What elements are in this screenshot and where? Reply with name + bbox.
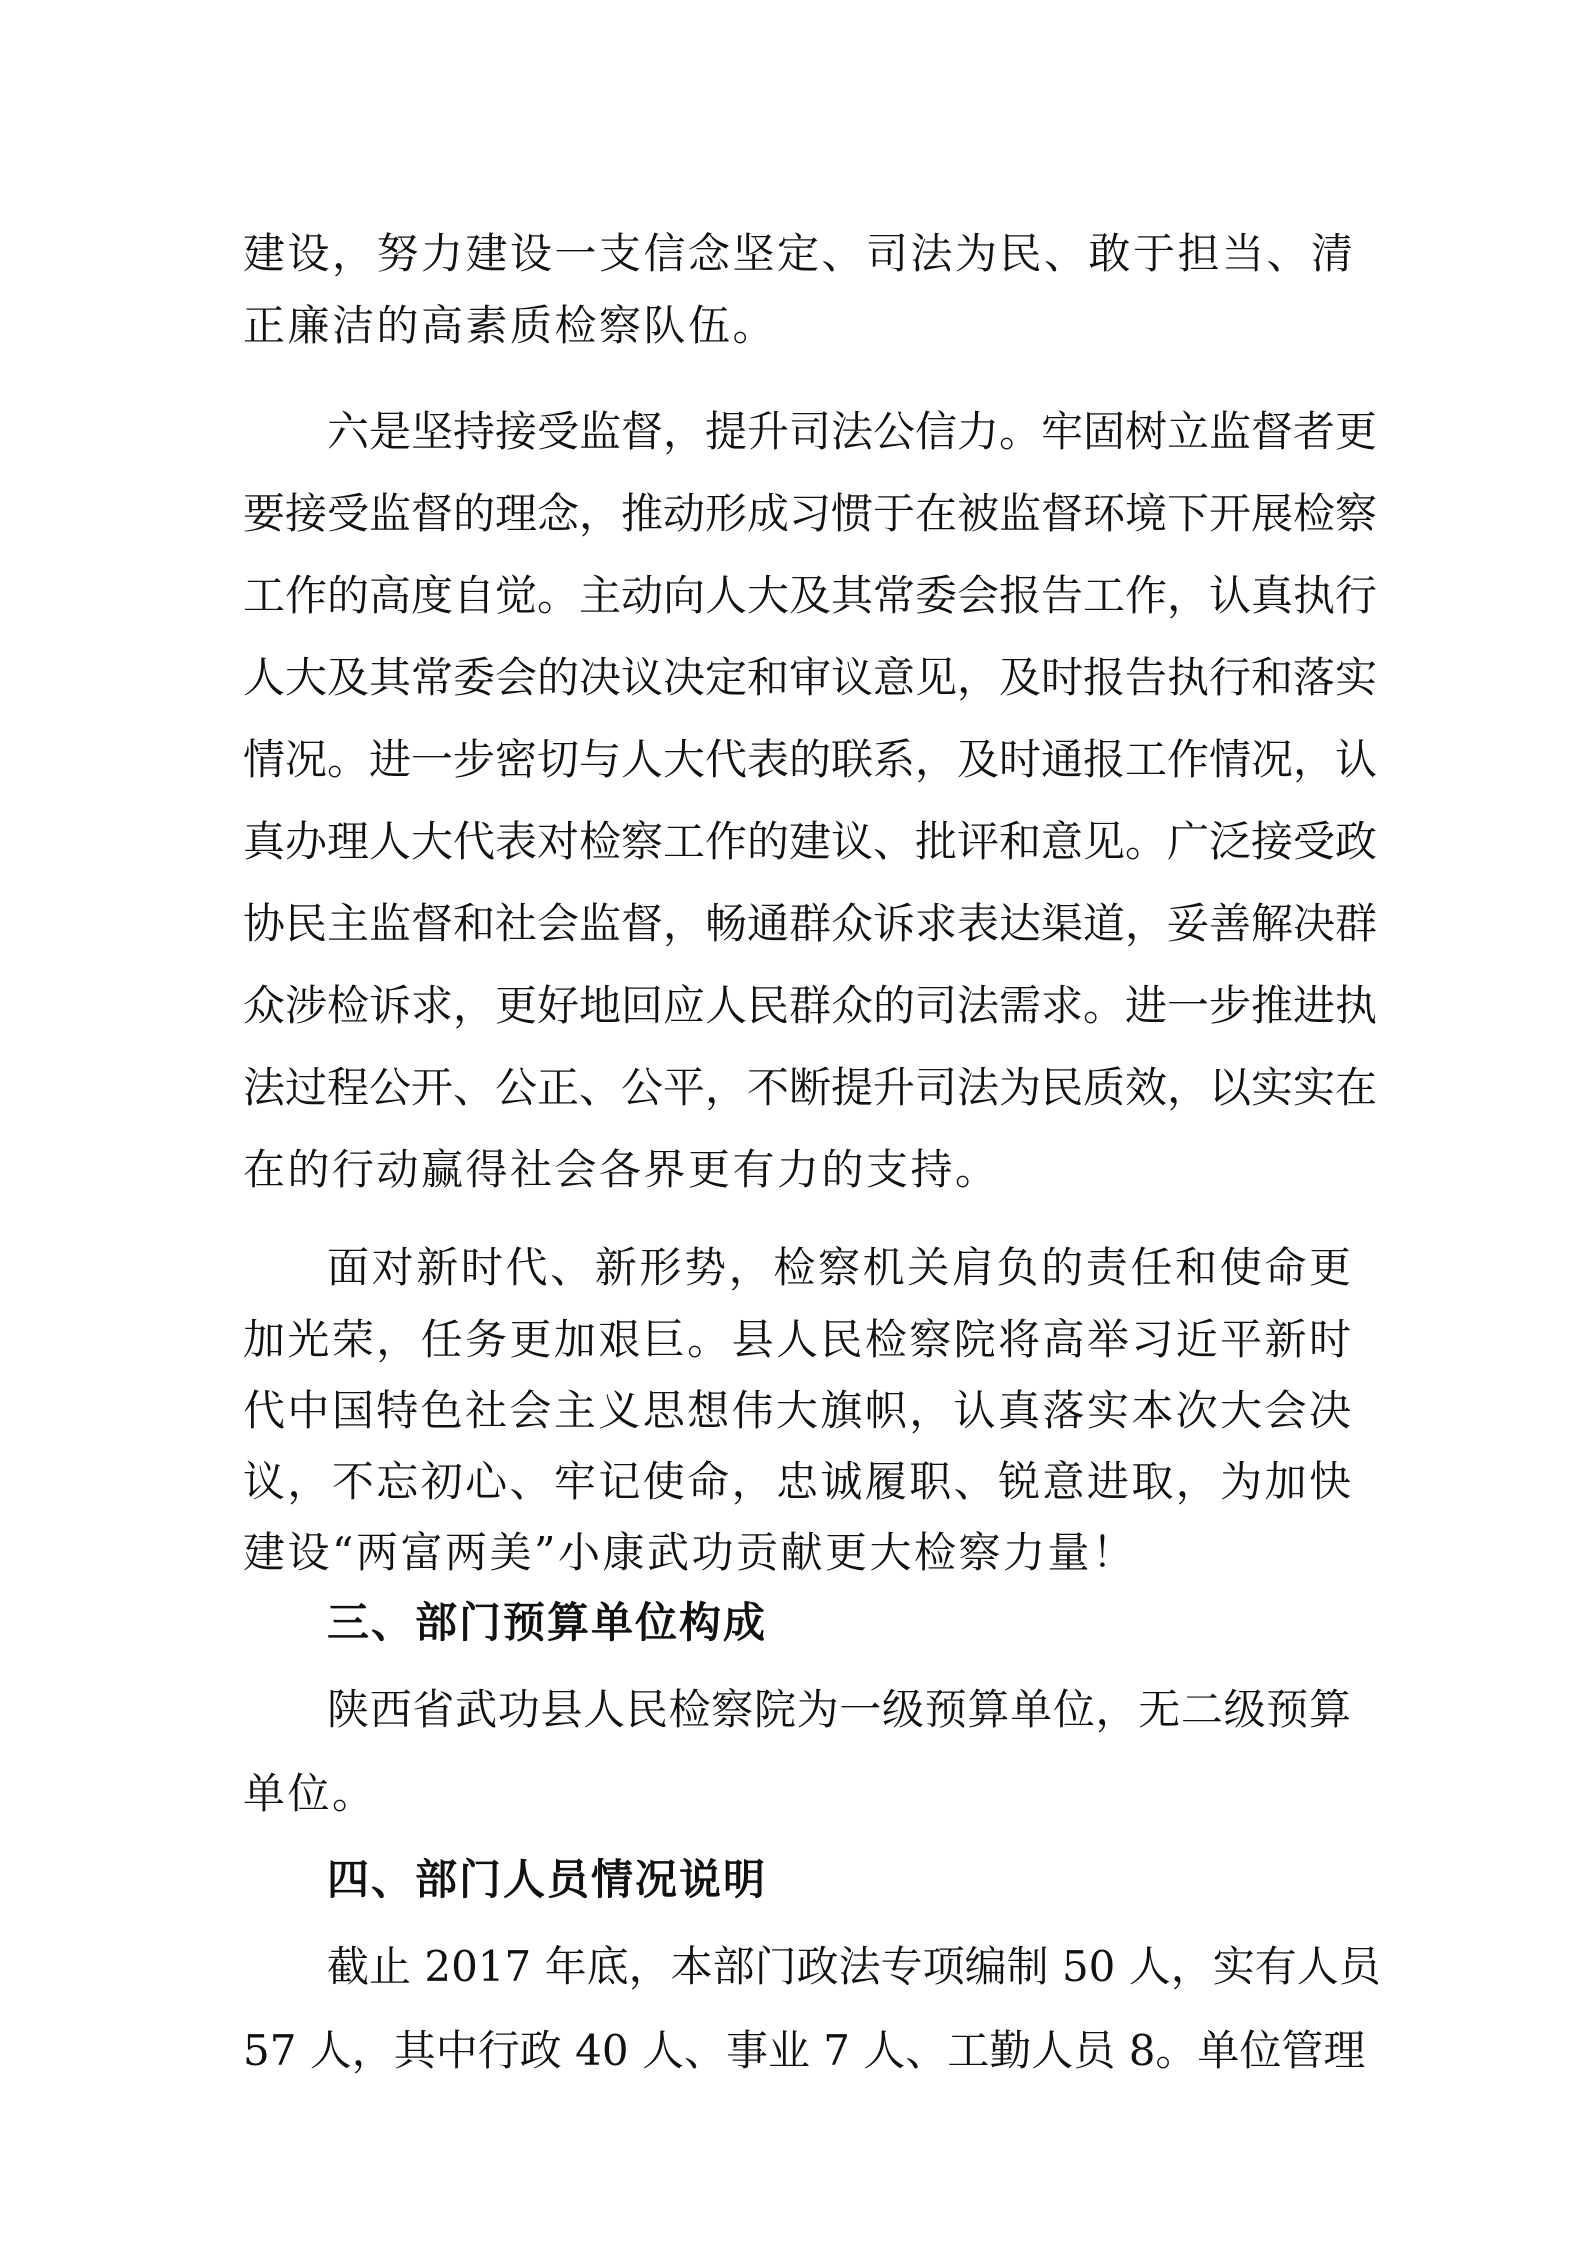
text-line: 工作的高度自觉。主动向人大及其常委会报告工作，认真执行 bbox=[243, 571, 1378, 620]
text-line: 议，不忘初心、牢记使命，忠诚履职、锐意进取，为加快 bbox=[243, 1457, 1351, 1506]
text-line: 情况。进一步密切与人大代表的联系，及时通报工作情况，认 bbox=[243, 735, 1378, 784]
paragraph-first-line: 面对新时代、新形势，检察机关肩负的责任和使命更 bbox=[327, 1243, 1351, 1292]
text-line: 人大及其常委会的决议决定和审议意见，及时报告执行和落实 bbox=[243, 653, 1378, 702]
paragraph-first-line: 六是坚持接受监督，提升司法公信力。牢固树立监督者更 bbox=[327, 407, 1378, 456]
text-line: 众涉检诉求，更好地回应人民群众的司法需求。进一步推进执 bbox=[243, 981, 1378, 1030]
text-line: 单位。 bbox=[243, 1769, 377, 1818]
text-line: 法过程公开、公正、公平，不断提升司法为民质效，以实实在 bbox=[243, 1063, 1378, 1112]
text-line: 代中国特色社会主义思想伟大旗帜，认真落实本次大会决 bbox=[243, 1386, 1351, 1435]
text-line: 加光荣，任务更加艰巨。县人民检察院将高举习近平新时 bbox=[243, 1315, 1351, 1364]
text-line: 正廉洁的高素质检察队伍。 bbox=[243, 301, 778, 350]
text-line: 协民主监督和社会监督，畅通群众诉求表达渠道，妥善解决群 bbox=[243, 899, 1378, 948]
text-line: 建设，努力建设一支信念坚定、司法为民、敢于担当、清 bbox=[243, 229, 1356, 278]
text-line: 在的行动赢得社会各界更有力的支持。 bbox=[243, 1145, 1000, 1194]
section-heading: 四、部门人员情况说明 bbox=[327, 1855, 768, 1904]
text-line: 要接受监督的理念，推动形成习惯于在被监督环境下开展检察 bbox=[243, 489, 1378, 538]
text-line: 真办理人大代表对检察工作的建议、批评和意见。广泛接受政 bbox=[243, 817, 1378, 866]
section-heading: 三、部门预算单位构成 bbox=[327, 1598, 768, 1647]
text-line: 建设“两富两美”小康武功贡献更大检察力量！ bbox=[243, 1528, 1137, 1577]
text-line: 57 人，其中行政 40 人、事业 7 人、工勤人员 8。单位管理 bbox=[243, 2026, 1366, 2075]
paragraph-first-line: 陕西省武功县人民检察院为一级预算单位，无二级预算 bbox=[327, 1685, 1351, 1734]
paragraph-first-line: 截止 2017 年底，本部门政法专项编制 50 人，实有人员 bbox=[327, 1942, 1381, 1991]
